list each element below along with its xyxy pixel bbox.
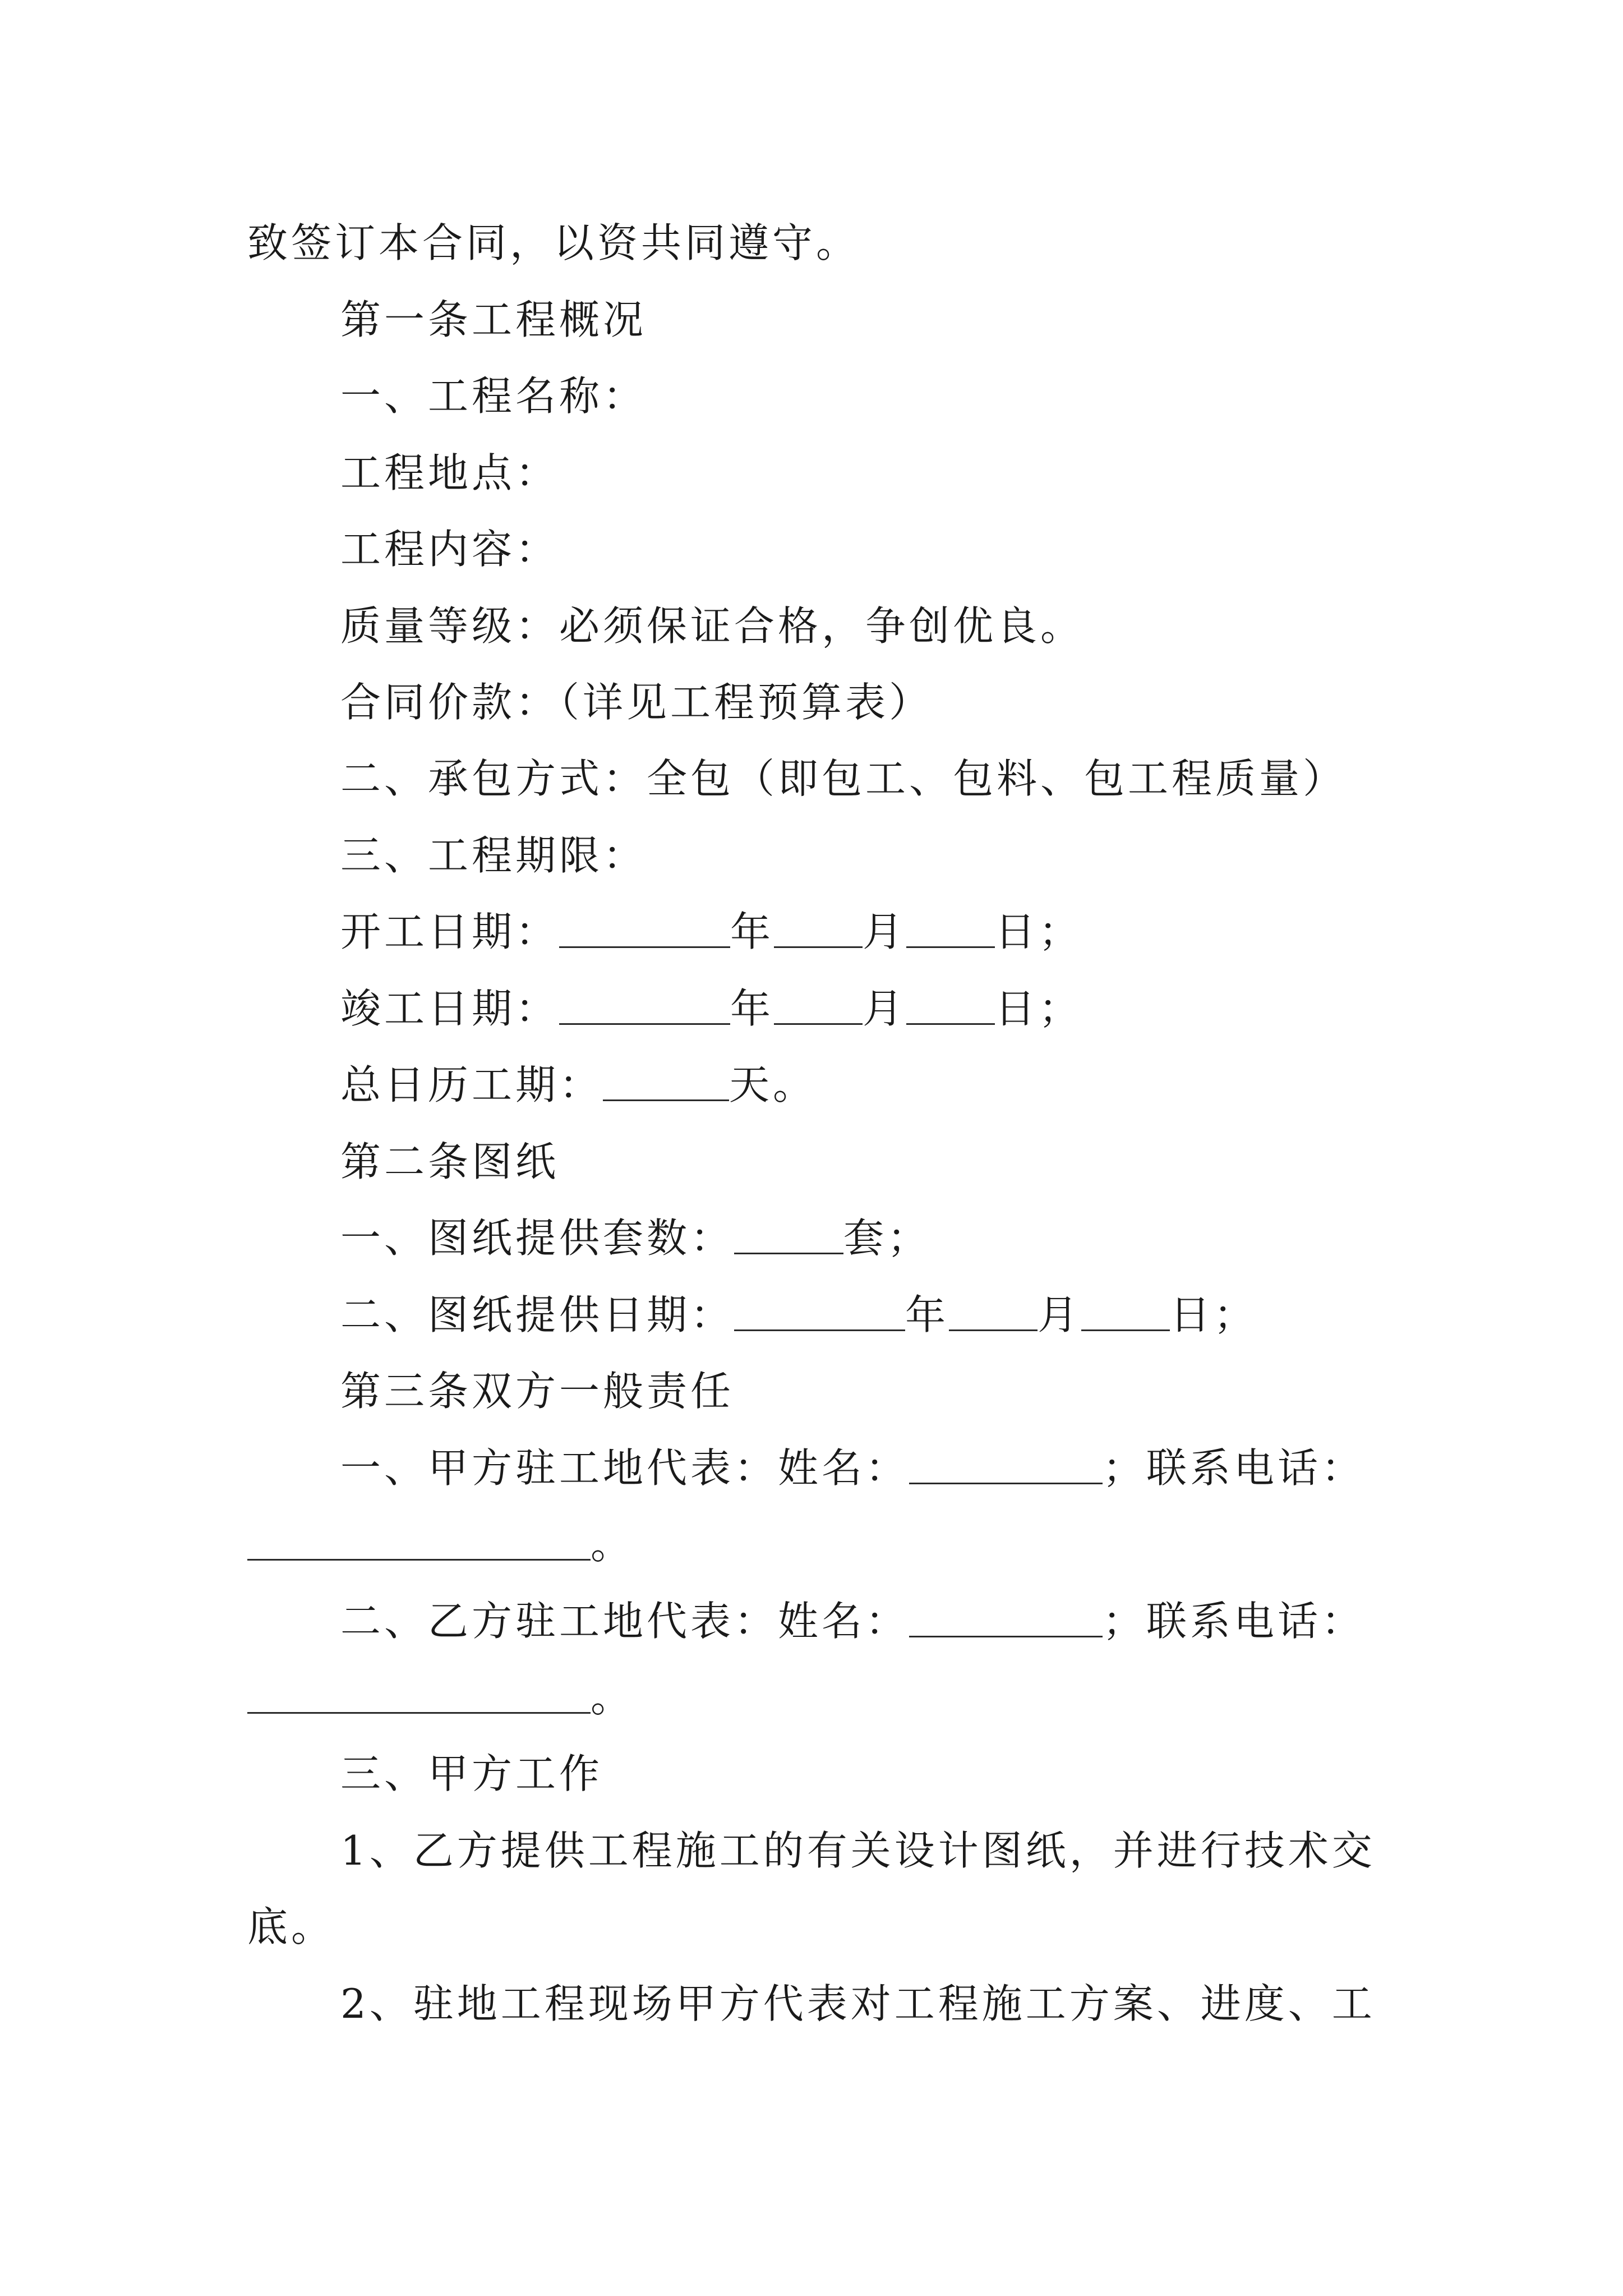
month-blank[interactable] — [774, 984, 863, 1025]
month-label: 月 — [1038, 1291, 1082, 1338]
day-label: 日； — [995, 985, 1083, 1032]
text-line — [0, 827, 647, 884]
phone-continuation-line — [0, 1516, 634, 1572]
field-label: 三、工程期限： — [340, 832, 647, 879]
field-label: 一、甲方驻工地代表：姓名： — [340, 1444, 910, 1492]
sets-label: 套； — [843, 1214, 932, 1262]
text-line — [0, 215, 860, 271]
subsection-heading — [0, 1746, 603, 1802]
field-label: 总日历工期： — [340, 1061, 603, 1108]
section-heading — [0, 1134, 559, 1190]
text-line — [0, 751, 1347, 807]
period-text: 。 — [591, 1521, 635, 1568]
name-blank[interactable] — [909, 1596, 1103, 1637]
heading-text: 第三条双方一般责任 — [340, 1368, 735, 1415]
heading-text: 第一条工程概况 — [340, 296, 647, 343]
section-heading — [0, 1363, 734, 1419]
year-label: 年 — [730, 985, 774, 1032]
day-blank[interactable] — [906, 984, 995, 1025]
paragraph-text: 底。 — [247, 1903, 335, 1950]
field-label: 二、乙方驻工地代表：姓名： — [340, 1598, 910, 1645]
day-blank[interactable] — [906, 907, 995, 948]
heading-text: 第二条图纸 — [340, 1138, 560, 1185]
year-label: 年 — [905, 1291, 949, 1338]
day-blank[interactable] — [1081, 1290, 1170, 1331]
paragraph-text: 致签订本合同，以资共同遵守。 — [247, 219, 860, 266]
year-blank[interactable] — [734, 1290, 905, 1331]
section-heading — [0, 292, 647, 348]
party-b-rep-line — [0, 1593, 1365, 1649]
days-label: 天。 — [729, 1061, 817, 1108]
name-blank[interactable] — [909, 1443, 1103, 1484]
phone-label: ；联系电话： — [1103, 1444, 1366, 1492]
month-blank[interactable] — [949, 1290, 1038, 1331]
days-blank[interactable] — [603, 1060, 729, 1101]
field-label: 一、工程名称： — [340, 372, 647, 420]
field-label: 开工日期： — [340, 908, 560, 955]
field-label: 工程地点： — [340, 449, 560, 496]
party-a-rep-line — [0, 1440, 1365, 1496]
text-line — [0, 521, 559, 577]
month-label: 月 — [863, 908, 907, 955]
field-label: 一、图纸提供套数： — [340, 1214, 735, 1262]
text-line — [0, 1823, 1376, 1879]
phone-continuation-line — [0, 1669, 634, 1726]
year-blank[interactable] — [559, 907, 730, 948]
month-label: 月 — [863, 985, 907, 1032]
phone-blank[interactable] — [247, 1673, 591, 1714]
paragraph-text: 2、驻地工程现场甲方代表对工程施工方案、进度、工 — [340, 1980, 1376, 2027]
year-blank[interactable] — [559, 984, 730, 1025]
heading-text: 三、甲方工作 — [340, 1750, 603, 1797]
field-label: 二、图纸提供日期： — [340, 1291, 735, 1338]
text-line — [0, 598, 1084, 654]
phone-label: ；联系电话： — [1103, 1598, 1366, 1645]
text-line — [0, 674, 933, 730]
drawing-date-line — [0, 1287, 1257, 1343]
phone-blank[interactable] — [247, 1520, 591, 1561]
start-date-line — [0, 904, 1082, 960]
period-text: 。 — [591, 1674, 635, 1721]
year-label: 年 — [730, 908, 774, 955]
day-label: 日； — [1170, 1291, 1258, 1338]
day-label: 日； — [995, 908, 1083, 955]
paragraph-text: 质量等级：必须保证合格，争创优良。 — [340, 602, 1085, 650]
text-line — [0, 445, 559, 501]
text-line — [0, 1899, 335, 1955]
field-label: 竣工日期： — [340, 985, 560, 1032]
month-blank[interactable] — [774, 907, 863, 948]
text-line — [0, 368, 647, 424]
paragraph-text: 二、承包方式：全包（即包工、包料、包工程质量） — [340, 755, 1347, 802]
duration-line — [0, 1057, 817, 1113]
field-label: 工程内容： — [340, 526, 560, 573]
end-date-line — [0, 981, 1082, 1037]
text-line — [0, 1976, 1376, 2032]
paragraph-text: 1、乙方提供工程施工的有关设计图纸，并进行技术交 — [340, 1827, 1376, 1874]
sets-blank[interactable] — [734, 1213, 843, 1254]
drawing-sets-line — [0, 1210, 931, 1266]
paragraph-text: 合同价款：（详见工程预算表） — [340, 679, 933, 726]
